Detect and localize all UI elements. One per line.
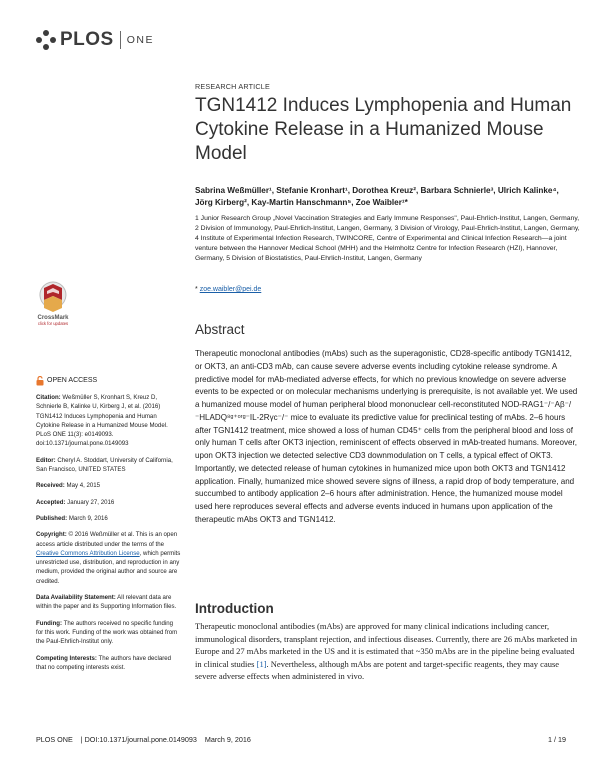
accepted-block [36, 498, 181, 507]
citation-label: Citation: [36, 394, 61, 401]
open-access-label: OPEN ACCESS [47, 377, 98, 385]
funding-text: The authors received no specific funding for this work. Funding of the work was obtained from the Paul-Ehrlich-Institut only. [36, 619, 178, 646]
intro-text-part-2: . Nevertheless, although mAbs are potent and target-specific reagents, they may cause severe adverse effects when administered in vivo. [195, 658, 560, 681]
data-availability-label: Data Availability Statement: [36, 594, 116, 602]
footer-doi: | DOI:10.1371/journal.pone.0149093 [80, 735, 197, 744]
author-list: Sabrina Weßmüller¹, Stefanie Kronhart¹, Dorothea Kreuz², Barbara Schnierle³, Ulrich Kalinke⁴, Jörg Kirberg², Kay-Martin Hanschmann⁵, Zoe Waibler¹* [195, 186, 559, 207]
copyright-text-2: , which permits unrestricted use, distribution, and reproduction in any medium, provided the original author and source are credited. [36, 549, 181, 585]
article-info-sidebar [36, 376, 181, 679]
corresponding-author [195, 286, 261, 293]
published-block [36, 514, 181, 523]
copyright-block [36, 530, 181, 586]
received-label: Received: [36, 482, 65, 490]
competing-interests-block [36, 654, 181, 673]
open-access-badge [36, 376, 181, 386]
crossmark-icon [38, 280, 68, 314]
footer-journal: PLOS ONE [36, 735, 73, 744]
citation-text: Weßmüller S, Kronhart S, Kreuz D, Schnierle B, Kalinke U, Kirberg J, et al. (2016) TGN1412 Induces Lymphopenia and Human Cytokine Release in a Humanized Mouse Model. PLoS ONE 11(3): e0149093. doi:10.1371/journal.pone.0149093 [36, 394, 168, 448]
funding-label: Funding: [36, 619, 63, 627]
license-link[interactable]: Creative Commons Attribution License [36, 549, 140, 557]
corresponding-marker: * [195, 286, 198, 293]
open-lock-icon [36, 376, 44, 386]
accepted-date: January 27, 2016 [65, 498, 115, 506]
corresponding-email-link[interactable]: zoe.waibler@pei.de [199, 286, 262, 293]
logo-divider [120, 31, 121, 49]
introduction-text [195, 620, 578, 683]
article-type: RESEARCH ARTICLE [195, 82, 270, 91]
received-block [36, 481, 181, 490]
intro-text-part-1: Therapeutic monoclonal antibodies (mAbs) are approved for many clinical indications including cancer, immunological disorders, transplant rejection, and infectious diseases. Currently, there are 26 mAbs marketed in Europe and 27 mAbs marketed in the US and it is estimated that ~350 mAbs are in the pipeline being evaluated in clinical studies [195, 621, 578, 669]
affiliations: 1 Junior Research Group „Novel Vaccination Strategies and Early Immune Responses", Paul-Ehrlich-Institut, Langen, Germany, 2 Division of Immunology, Paul-Ehrlich-Institut, Langen, Germany, 3 Division of Virology, Paul-Ehrlich-Institut, Langen, Germany, 4 Institute of Experimental Infection Research, TWINCORE, Centre of Experimental and Clinical Infection Research—a joint venture between the Hannover Medical School (MHH) and the Helmholtz Centre for Infection Research (HZI), Hannover, Germany, 5 Division of Biostatistics, Paul-Ehrlich-Institut, Langen, Germany [195, 215, 580, 262]
plos-dots-icon [36, 30, 56, 50]
copyright-label: Copyright: [36, 531, 67, 539]
reference-link-1[interactable]: [1] [256, 658, 267, 669]
journal-name: PLOS [60, 29, 114, 50]
funding-block [36, 619, 181, 647]
competing-interests-text: The authors have declared that no competing interests exist. [36, 654, 172, 671]
data-availability-text: All relevant data are within the paper and its Supporting Information files. [36, 594, 177, 611]
article-title: TGN1412 Induces Lymphopenia and Human Cytokine Release in a Humanized Mouse Model [195, 95, 572, 164]
accepted-label: Accepted: [36, 498, 66, 506]
crossmark-sublabel: click for updates [37, 321, 69, 326]
abstract-heading: Abstract [195, 322, 245, 337]
received-date: May 4, 2015 [64, 482, 101, 490]
citation-block [36, 393, 181, 449]
crossmark-badge[interactable] [34, 280, 72, 326]
journal-sub: ONE [126, 34, 154, 46]
abstract-text: Therapeutic monoclonal antibodies (mAbs) such as the superagonistic, CD28-specific antibody TGN1412, or OKT3, an anti-CD3 mAb, can cause severe adverse events including cytokine release syndrome. A predictive model for mAb-mediated adverse effects, for which no previous knowledge on severe adverse events to be expected or on molecular mechanisms underlying is prerequisite, is not available yet. We used a humanized mouse model of human peripheral blood mononuclear cell-reconstituted NOD-RAG1⁻/⁻Aβ⁻/⁻HLADQ⁸ᵍ⁺ᵒʳᵍ⁻IL-2Rγc⁻/⁻ mice to evaluate its predictive value for preclinical testing of mAbs. 2–6 hours after TGN1412 treatment, mice showed a loss of human CD45⁺ cells from the peripheral blood and loss of only human T cells after OKT3 injection, reminiscent of effects observed in mAb-treated humans. Moreover, upon OKT3 injection we detected selective CD3 downmodulation on T cells, a typical effect of OKT3. Importantly, we detected release of human cytokines in humanized mice upon both OKT3 and TGN1412 application. Finally, humanized mice showed severe signs of illness, a rapid drop of body temperature, and succumbed to antibody application 2–6 hours after administration. Hence, the humanized mouse model used here reproduces several effects and adverse events induced in humans upon application of the therapeutic mAbs OKT3 and TGN1412. [195, 349, 578, 524]
introduction-heading: Introduction [195, 601, 274, 616]
published-label: Published: [36, 514, 68, 522]
editor-text: Cheryl A. Stoddart, University of California, San Francisco, UNITED STATES [36, 456, 173, 474]
copyright-text-1: © 2016 Weßmüller et al. This is an open access article distributed under the terms of the [36, 531, 178, 548]
page-number: 1 / 19 [548, 735, 566, 744]
competing-interests-label: Competing Interests: [36, 654, 97, 662]
published-date: March 9, 2016 [67, 514, 108, 522]
footer-date: March 9, 2016 [204, 735, 251, 744]
data-availability-block [36, 593, 181, 612]
footer-citation [36, 735, 251, 744]
editor-label: Editor: [36, 456, 56, 464]
crossmark-label: CrossMark [37, 315, 69, 321]
editor-block [36, 456, 181, 475]
plos-one-logo [36, 29, 154, 51]
